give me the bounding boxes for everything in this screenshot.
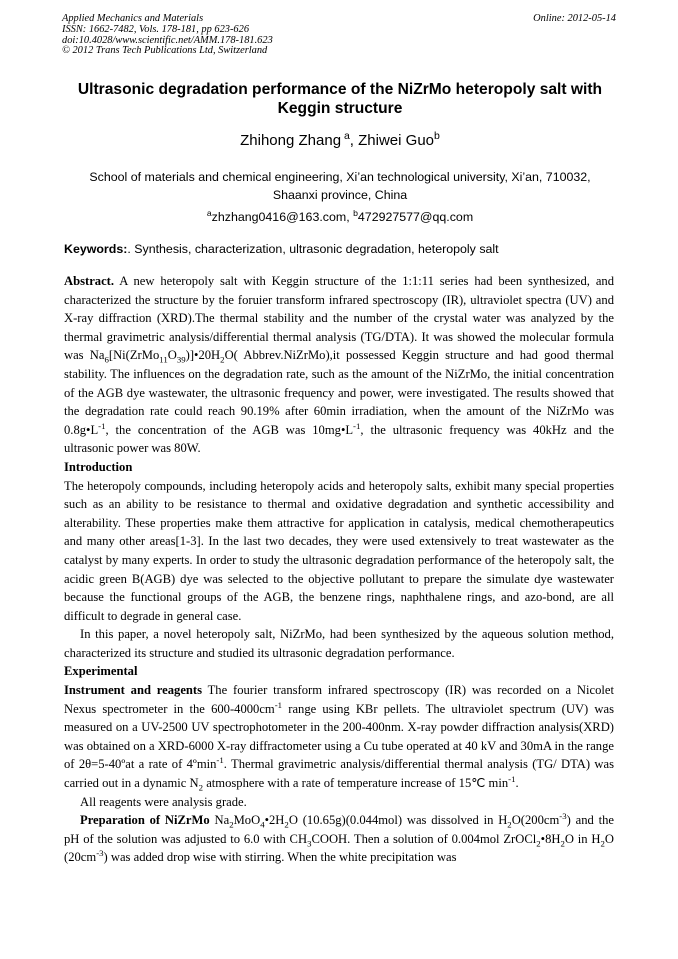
affiliation: School of materials and chemical engineering, Xi’an technological university, Xi’an, 710032, Shaanxi province, China [89,170,591,202]
section-heading-introduction: Introduction [64,459,133,474]
author-sup: a [343,130,350,142]
journal-header [62,14,616,57]
keywords [64,241,616,257]
keywords-text: . Synthesis, characterization, ultrasonic degradation, heteropoly salt [127,242,499,256]
introduction-paragraph: In this paper, a novel heteropoly salt, NiZrMo, had been synthesized by the aqueous solution method, characterized its structure and studied its ultrasonic degradation performance. [64,627,614,660]
email-line: $^a$zhzhang0416@163.com, $^b$472927577@qq.com [206,207,474,224]
preparation-paragraph: Preparation of NiZrMo $Na_2MoO_4•2H_2O$ (10.65g)(0.044mol) was dissolved in $H_2O(200cm^{-3})$ and the pH of the solution was adjusted to 6.0 with $CH_3COOH$. Then a solution of 0.004mol $ZrOCl_2•8H_2O$ in $H_2O$ $(20cm^{-3})$ was added drop wise with stirring. When the white precipitation was [64,811,614,865]
author-name: Zhiwei Guo [358,132,435,149]
author-name: Zhihong Zhang [240,132,342,149]
instrument-paragraph: Instrument and reagents The fourier transform infrared spectroscopy (IR) was recorded on a Nicolet Nexus spectrometer in the $600-4000cm^{-1}$ range using KBr pellets. The ultraviolet spectrum (UV) was measured on a UV-2500 UV spectrophotometer in the 200-400nm. X-ray powder diffraction analysis(XRD) was obtained on a XRD-6000 X-ray diffractometer using a Cu tube operated at 40 kV and 30mA in the range of 2θ=5-40ºat a rate of 4ºmin$^{-1}$. Thermal gravimetric analysis/differential thermal analysis (TG/ DTA) was carried out in a dynamic $N_2$ atmosphere with a rate of temperature increase of 15℃ $\min^{-1}$. [64,683,615,793]
journal-name: Applied Mechanics and Materials [62,13,204,24]
abstract-label: Abstract. [64,274,115,288]
email-link[interactable]: zhzhang0416@163.com [211,210,347,224]
doi-line: doi:10.4028/www.scientific.net/AMM.178-181.623 [62,34,273,46]
author-sup: b [434,130,440,142]
preparation-label: Preparation of NiZrMo [80,813,210,828]
issn-line: ISSN: 1662-7482, Vols. 178-181, pp 623-626 [62,23,250,35]
paper-title: Ultrasonic degradation performance of the NiZrMo heteropoly salt with Keggin structure [77,81,603,117]
author-list: Zhihong Zhang $^a$, Zhiwei Guo$^b$ [240,130,440,149]
paper-body [64,272,614,867]
keywords-label: Keywords: [64,242,128,256]
online-date: Online: 2012-05-14 [533,13,616,24]
section-heading-experimental: Experimental [64,664,138,679]
abstract-paragraph: Abstract. A new heteropoly salt with Keggin structure of the 1:1:11 series had been synthesized, and characterized the structure by the foruier transform infrared spectroscopy (IR), ultraviolet spectra (UV) and X-ray diffraction (XRD).The thermal stability and the number of the crystal water was analyzed by the thermal gravimetric analysis/differential thermal analysis (TG/DTA). It was showed the molecular formula was $Na_6[Ni(ZrMo_{11}O_{39})]•20H_2O$( Abbrev.NiZrMo),it possessed Keggin structure and had good thermal stability. The influences on the degradation rate, such as the amount of the NiZrMo, the initial concentration of the AGB dye wastewater, the ultrasonic frequency and power, were investigated. The results showed that the degradation rate could reach 90.19% after 60min irradiation, when the amount of the NiZrMo was $0.8g•L^{-1}$, the concentration of the AGB was $10mg•L^{-1}$, the ultrasonic frequency was 40kHz and the ultrasonic power was 80W. [64,274,614,456]
email-link[interactable]: 472927577@qq.com [357,210,474,224]
instrument-label: Instrument and reagents [64,683,203,698]
introduction-paragraph: The heteropoly compounds, including heteropoly acids and heteropoly salts, exhibit many special properties such as an ability to be resistance to thermal and oxidative degradation and synthetic accessibility and alterability. These properties make them attractive for application in catalysis, medical chemotherapeutics and many other areas[1-3]. In the last two decades, they were used extensively to treat wastewater as the catalyst by many experts. In order to study the ultrasonic degradation performance of the heteropoly salt, the acidic green B(AGB) dye was selected to the objective pollutant to prepare the simulate dye wastewater because the functional groups of the AGB, the benzene rings, naphthalene rings, and azo-bond, are all difficult to degrade in general case. [64,478,614,623]
copyright-line: © 2012 Trans Tech Publications Ltd, Switzerland [62,45,268,57]
reagents-line: All reagents were analysis grade. [80,794,247,809]
